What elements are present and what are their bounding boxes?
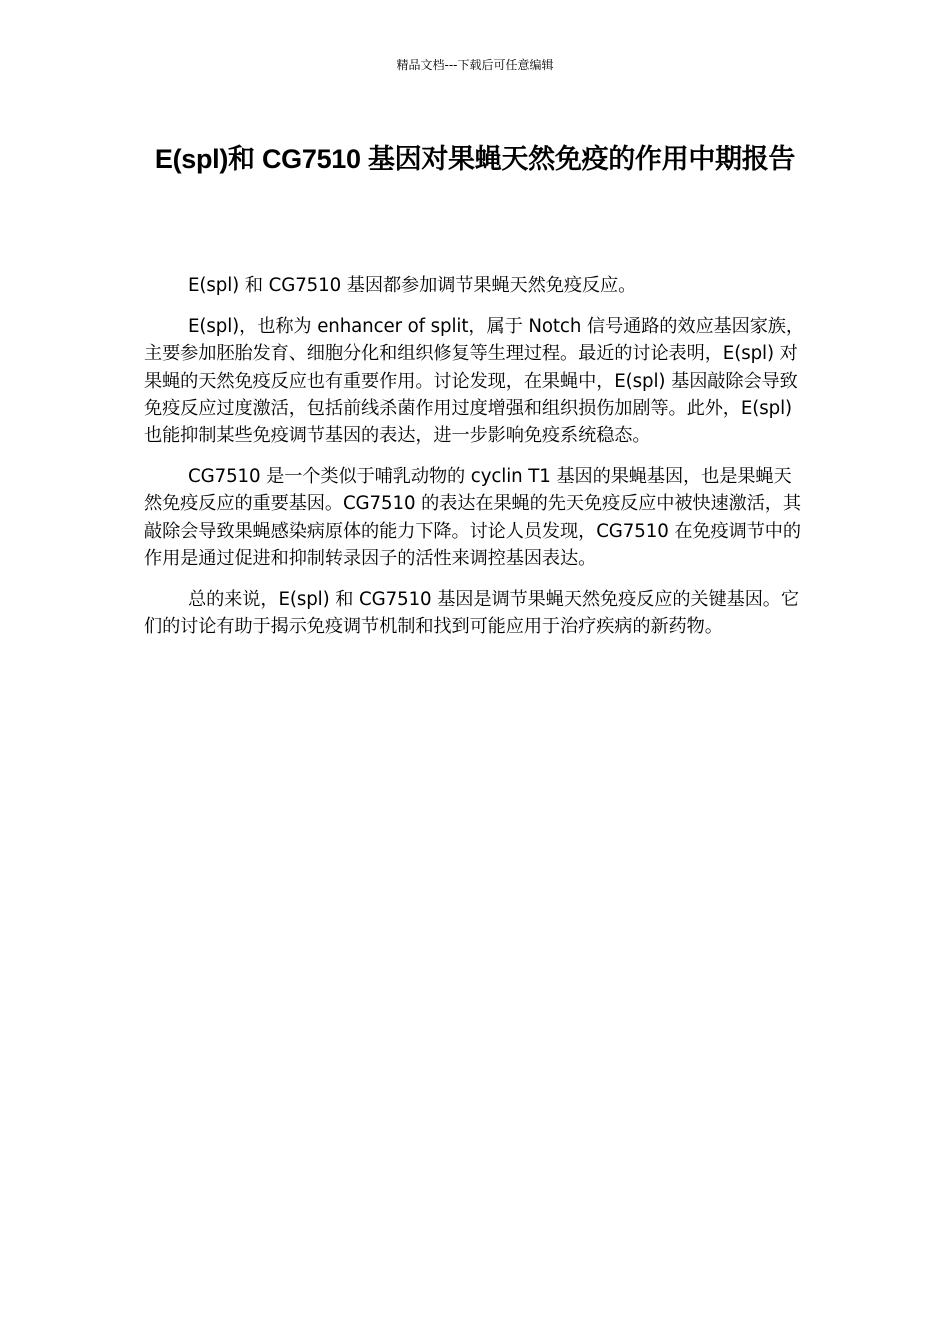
paragraph-cg7510: CG7510 是一个类似于哺乳动物的 cyclin T1 基因的果蝇基因，也是果蝇天然免疫反应的重要基因。CG7510 的表达在果蝇的先天免疫反应中被快速激活，其敲除会导致果蝇感染病原体的能力下降。讨论人员发现，CG7510 在免疫调节中的作用是通过促进和抑制转录因子的活性来调控基因表达。 bbox=[144, 466, 801, 569]
paragraph-conclusion: 总的来说，E(spl) 和 CG7510 基因是调节果蝇天然免疫反应的关键基因。它们的讨论有助于揭示免疫调节机制和找到可能应用于治疗疾病的新药物。 bbox=[144, 589, 799, 638]
document-title: E(spl)和 CG7510 基因对果蝇天然免疫的作用中期报告 bbox=[154, 144, 796, 174]
page-header: 精品文档---下载后可任意编辑 bbox=[396, 58, 554, 72]
paragraph-intro: E(spl) 和 CG7510 基因都参加调节果蝇天然免疫反应。 bbox=[188, 275, 637, 296]
paragraph-espl: E(spl)，也称为 enhancer of split，属于 Notch 信号通路的效应基因家族，主要参加胚胎发育、细胞分化和组织修复等生理过程。最近的讨论表明，E(spl) 对果蝇的天然免疫反应也有重要作用。讨论发现，在果蝇中，E(spl) 基因敲除会导致免疫反应过度激活，包括前线杀菌作用过度增强和组织损伤加剧等。此外，E(spl) 也能抑制某些免疫调节基因的表达，进一步影响免疫系统稳态。 bbox=[144, 316, 804, 447]
document-body bbox=[144, 272, 808, 654]
